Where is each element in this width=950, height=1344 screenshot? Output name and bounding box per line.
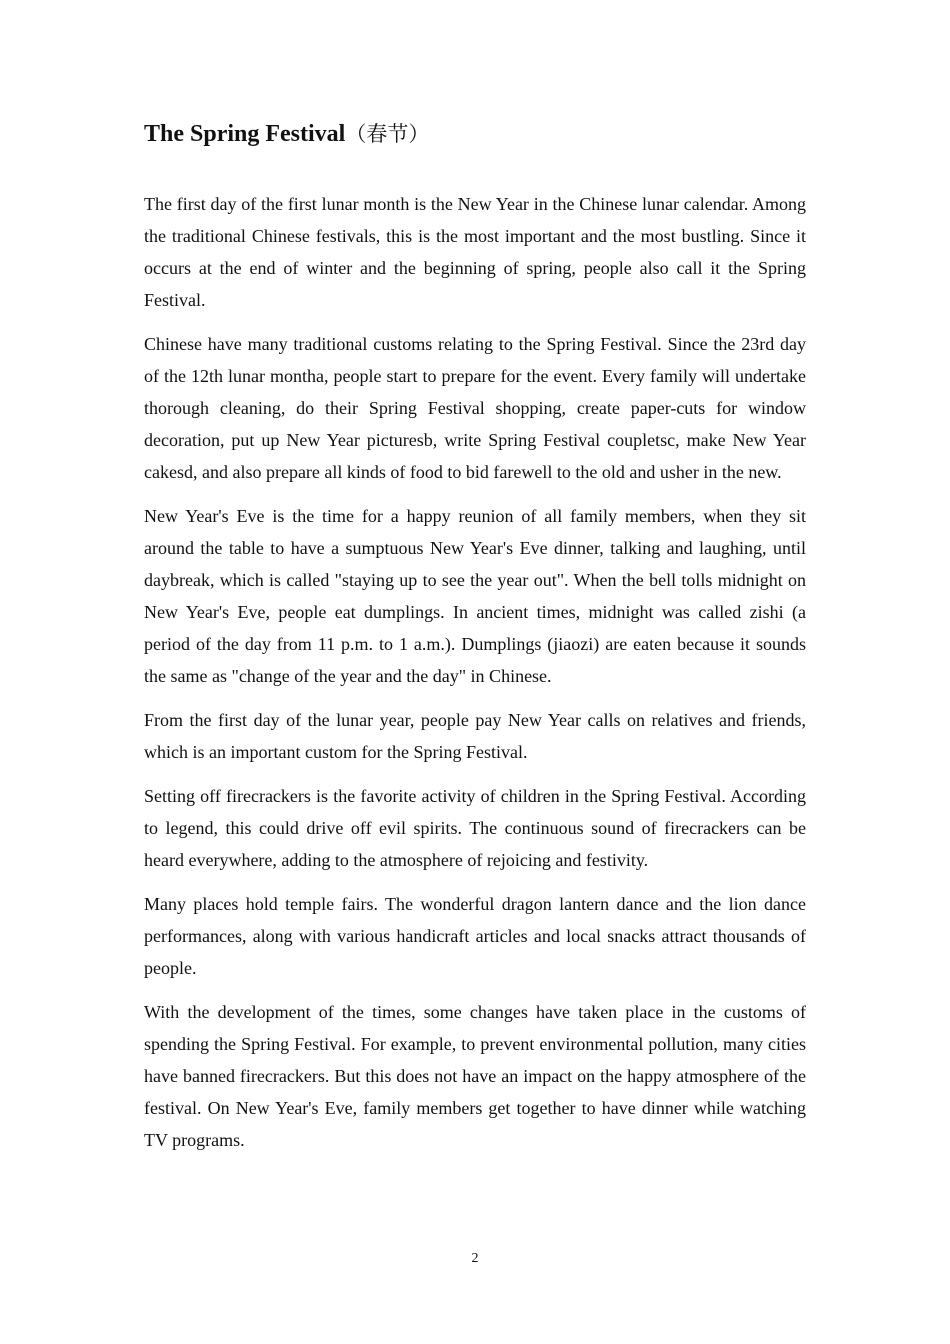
paragraph-new-year-intro: The first day of the first lunar month is the New Year in the Chinese lunar calendar. Among the traditional Chinese festivals, this is the most important and the most bustling. Since it occurs at the end of winter and the beginning of spring, people also call it the Spring Festival. <box>144 194 806 310</box>
document-body <box>144 188 806 1168</box>
title-english: The Spring Festival <box>144 121 346 147</box>
paragraph-new-years-eve: New Year's Eve is the time for a happy reunion of all family members, when they sit around the table to have a sumptuous New Year's Eve dinner, talking and laughing, until daybreak, which is called "staying up to see the year out". When the bell tolls midnight on New Year's Eve, people eat dumplings. In ancient times, midnight was called zishi (a period of the day from 11 p.m. to 1 a.m.). Dumplings (jiaozi) are eaten because it sounds the same as "change of the year and the day" in Chinese. <box>144 506 806 686</box>
paragraph-firecrackers: Setting off firecrackers is the favorite activity of children in the Spring Festival. According to legend, this could drive off evil spirits. The continuous sound of firecrackers can be heard everywhere, adding to the atmosphere of rejoicing and festivity. <box>144 786 806 870</box>
paragraph-modern-changes: With the development of the times, some changes have taken place in the customs of spending the Spring Festival. For example, to prevent environmental pollution, many cities have banned firecrackers. But this does not have an impact on the happy atmosphere of the festival. On New Year's Eve, family members get together to have dinner while watching TV programs. <box>144 1002 806 1150</box>
paragraph-preparations: Chinese have many traditional customs relating to the Spring Festival. Since the 23rd day of the 12th lunar montha, people start to prepare for the event. Every family will undertake thorough cleaning, do their Spring Festival shopping, create paper-cuts for window decoration, put up New Year picturesb, write Spring Festival coupletsc, make New Year cakesd, and also prepare all kinds of food to bid farewell to the old and usher in the new. <box>144 334 806 482</box>
title-chinese: （春节） <box>345 122 430 146</box>
page-number: 2 <box>471 1251 479 1266</box>
paragraph-temple-fairs: Many places hold temple fairs. The wonderful dragon lantern dance and the lion dance performances, along with various handicraft articles and local snacks attract thousands of people. <box>144 894 806 978</box>
page-title <box>144 117 429 151</box>
paragraph-new-year-calls: From the first day of the lunar year, people pay New Year calls on relatives and friends, which is an important custom for the Spring Festival. <box>144 710 806 762</box>
